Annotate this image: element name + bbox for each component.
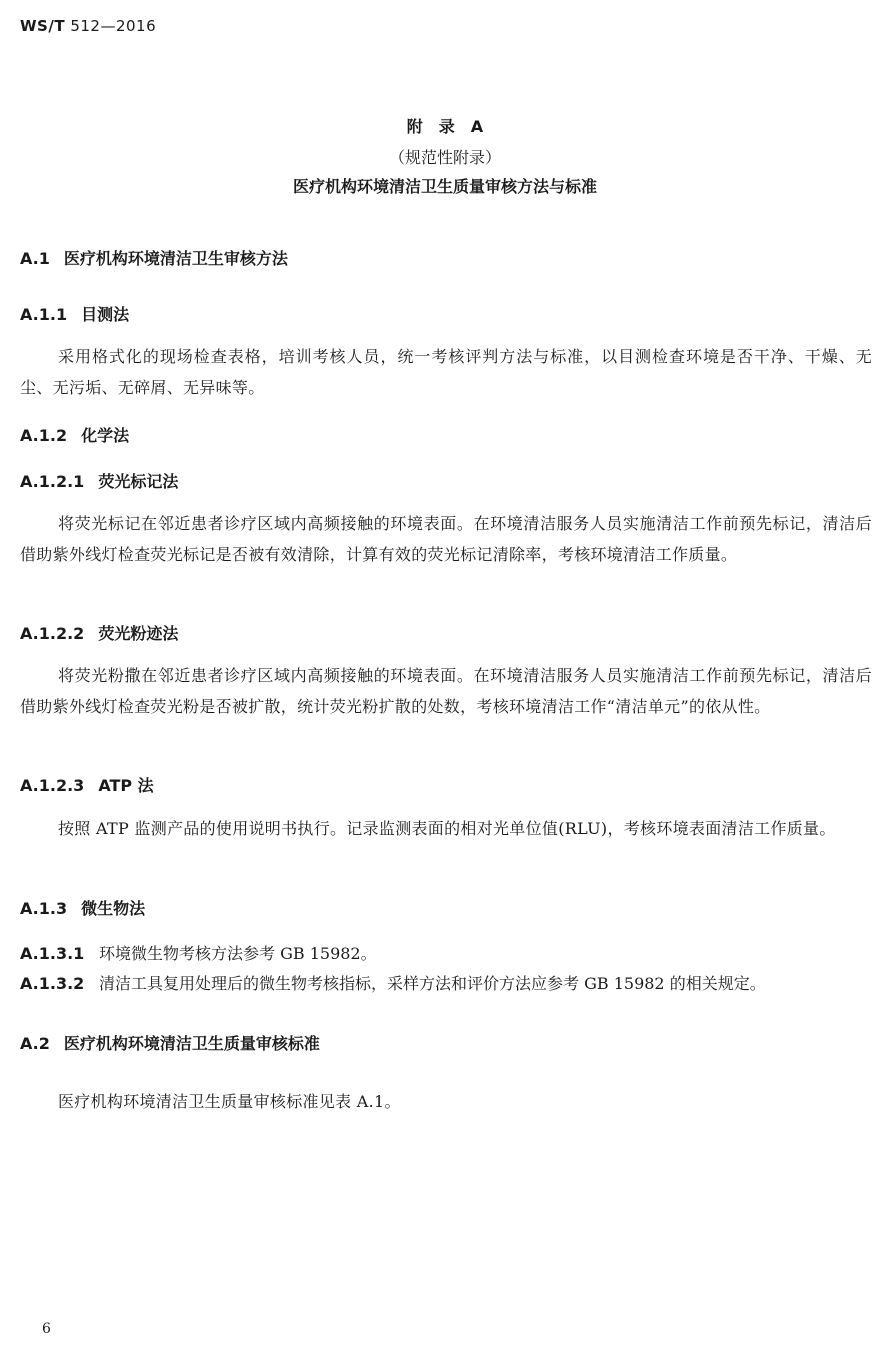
heading-a1-1 (20, 302, 129, 325)
heading-title: 微生物法 (81, 899, 146, 918)
heading-number: A.1.2.2 (20, 624, 85, 643)
paragraph-a1-2-3: 按照 ATP 监测产品的使用说明书执行。记录监测表面的相对光单位值(RLU)，考核环境表面清洁工作质量。 (58, 819, 836, 838)
heading-number: A.1 (20, 249, 50, 268)
heading-a1-2-1 (20, 469, 178, 492)
appendix-title: 附 录 A (406, 117, 484, 136)
heading-number: A.1.2.1 (20, 472, 85, 491)
page-number: 6 (42, 1321, 51, 1337)
heading-a1-3 (20, 896, 145, 919)
heading-a1-2-2 (20, 621, 178, 644)
heading-a1-2-3 (20, 773, 154, 796)
item-text: 环境微生物考核方法参考 GB 15982。 (99, 944, 377, 963)
heading-title: 医疗机构环境清洁卫生质量审核标准 (63, 1034, 320, 1053)
paragraph-a1-1: 采用格式化的现场检查表格，培训考核人员，统一考核评判方法与标准，以目测检查环境是否干净、干燥、无尘、无污垢、无碎屑、无异味等。 (20, 347, 872, 397)
item-a1-3-1 (20, 941, 377, 964)
heading-number: A.1.3 (20, 899, 68, 918)
heading-title: 目测法 (81, 305, 130, 324)
heading-title: 荧光粉迹法 (98, 624, 179, 643)
heading-title: ATP 法 (98, 776, 154, 795)
paragraph-a2: 医疗机构环境清洁卫生质量审核标准见表 A.1。 (58, 1092, 401, 1111)
heading-a1-2 (20, 423, 129, 446)
paragraph-a1-2-1: 将荧光标记在邻近患者诊疗区域内高频接触的环境表面。在环境清洁服务人员实施清洁工作前预先标记，清洁后借助紫外线灯检查荧光标记是否被有效清除，计算有效的荧光标记清除率，考核环境清洁工作质量。 (20, 514, 872, 564)
item-number: A.1.3.2 (20, 974, 85, 993)
standard-number: 512—2016 (70, 17, 157, 35)
appendix-type: （规范性附录） (388, 148, 501, 167)
appendix-name: 医疗机构环境清洁卫生质量审核方法与标准 (292, 177, 597, 196)
heading-title: 荧光标记法 (98, 472, 179, 491)
heading-a2 (20, 1031, 320, 1054)
heading-title: 化学法 (81, 426, 130, 445)
item-a1-3-2 (20, 971, 766, 994)
heading-number: A.1.2.3 (20, 776, 85, 795)
paragraph-a1-2-2: 将荧光粉撒在邻近患者诊疗区域内高频接触的环境表面。在环境清洁服务人员实施清洁工作前预先标记，清洁后借助紫外线灯检查荧光粉是否被扩散，统计荧光粉扩散的处数，考核环境清洁工作“清洁单元”的依从性。 (20, 666, 872, 716)
heading-number: A.1.1 (20, 305, 68, 324)
heading-number: A.1.2 (20, 426, 68, 445)
heading-number: A.2 (20, 1034, 50, 1053)
item-number: A.1.3.1 (20, 944, 85, 963)
document-header (20, 17, 156, 35)
item-text: 清洁工具复用处理后的微生物考核指标，采样方法和评价方法应参考 GB 15982 的相关规定。 (99, 974, 766, 993)
heading-a1 (20, 246, 288, 269)
standard-code: WS/T (20, 17, 66, 35)
heading-title: 医疗机构环境清洁卫生审核方法 (63, 249, 288, 268)
